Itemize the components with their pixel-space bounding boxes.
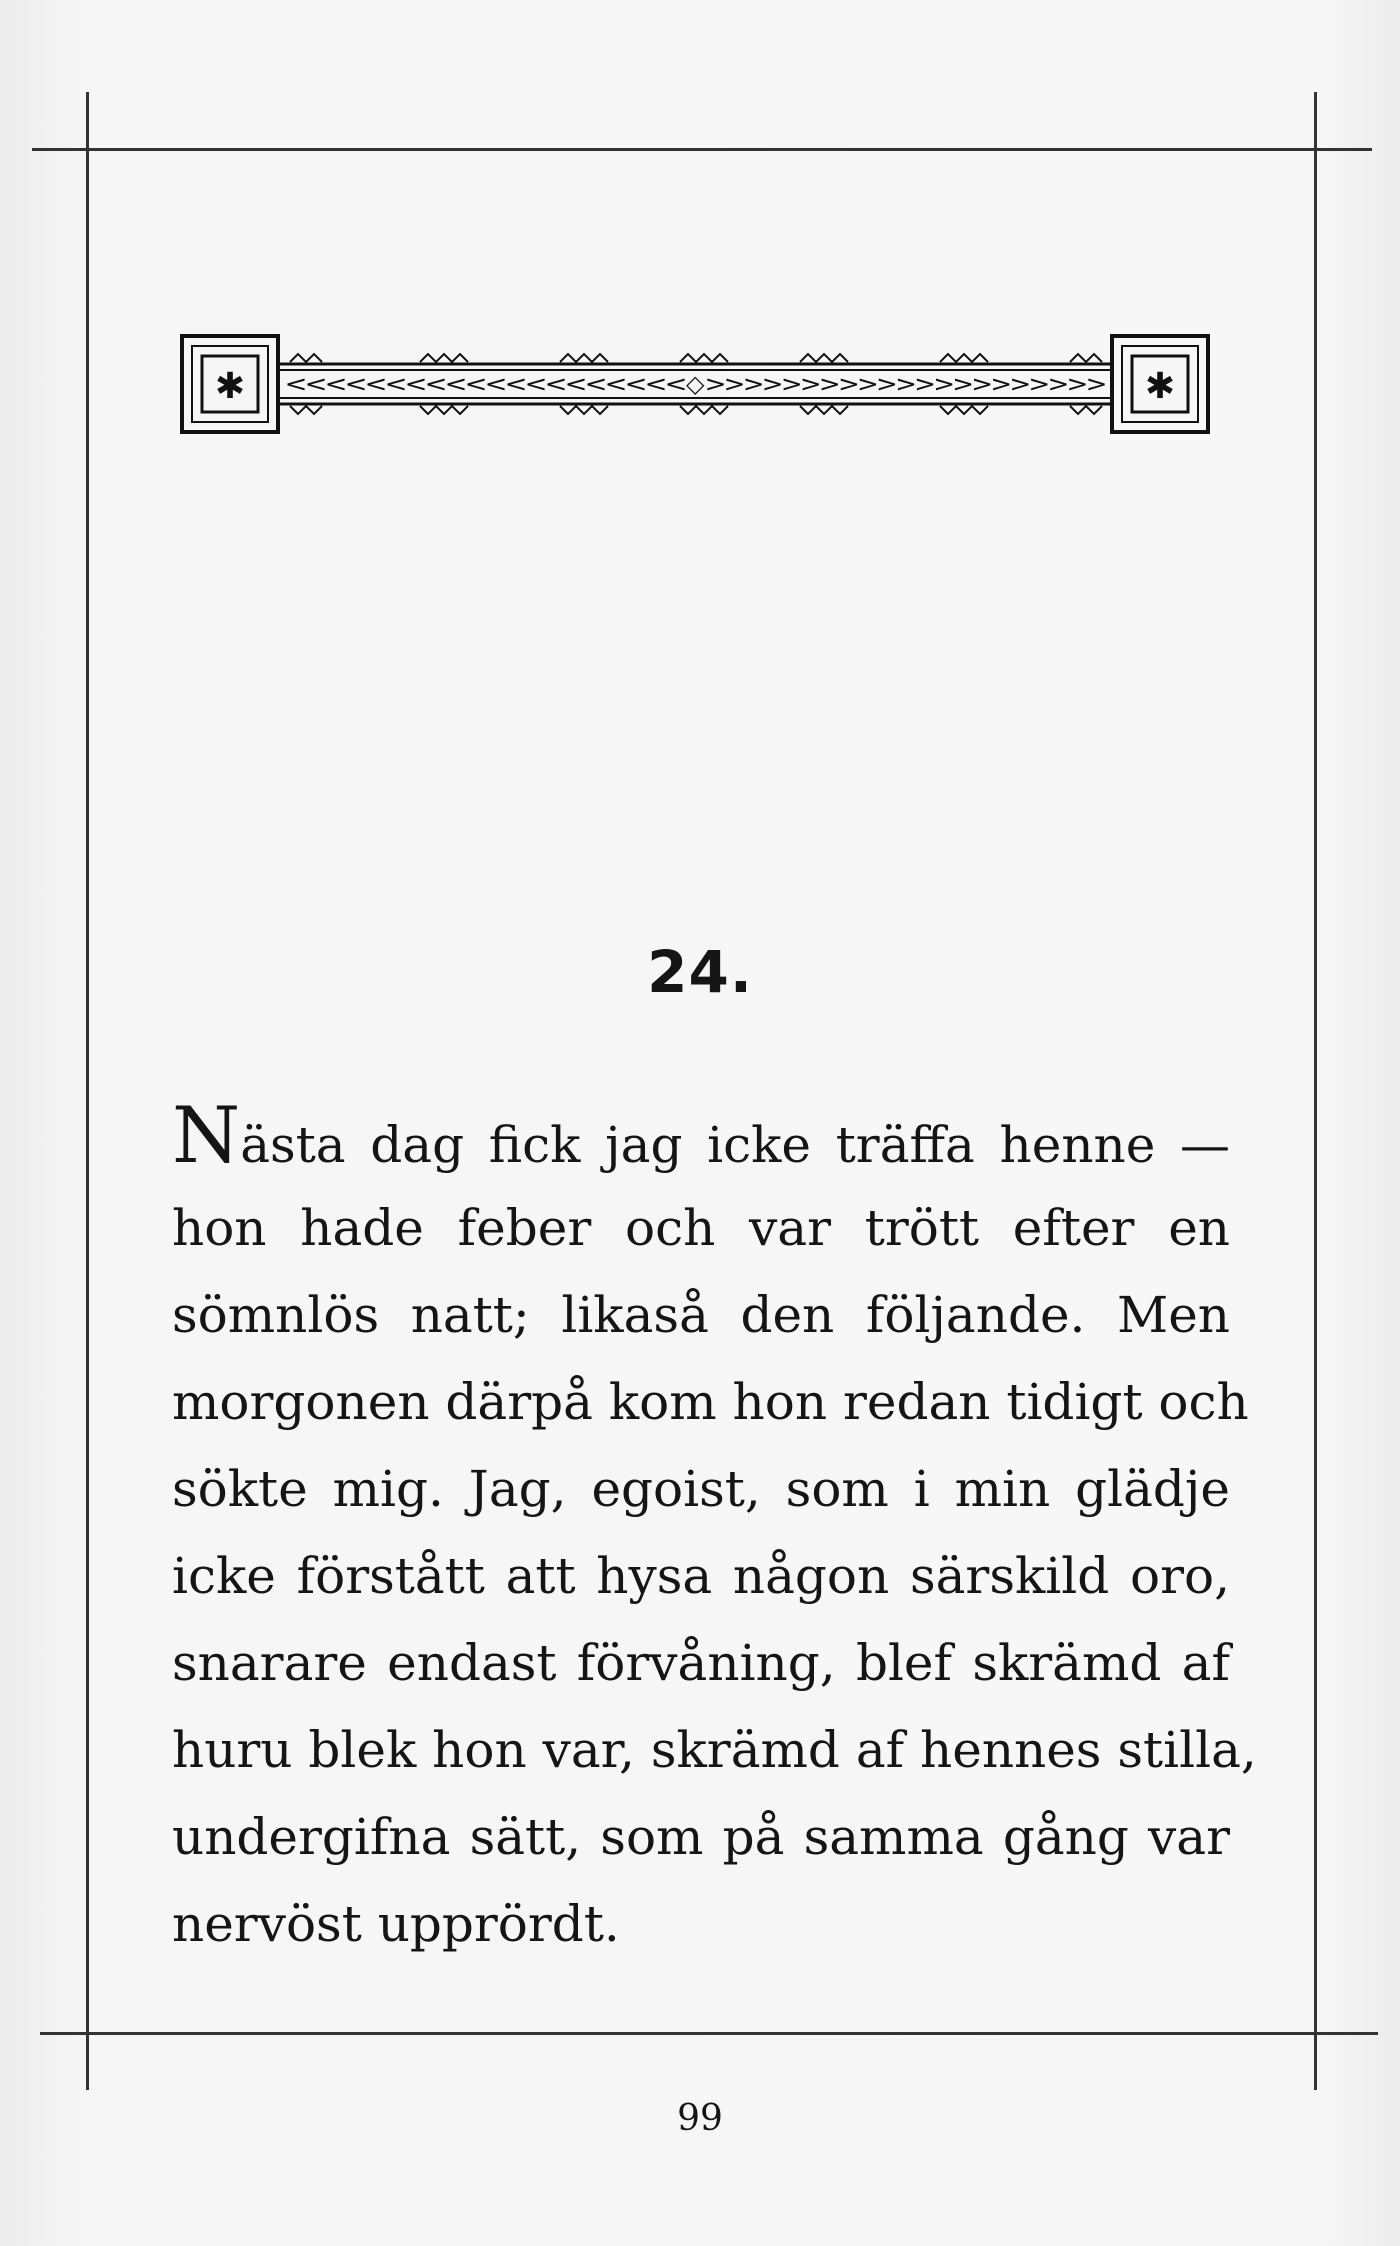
text-line-8: huru blek hon var, skrämd af hennes stilla, — [172, 1721, 1257, 1779]
ornament-right-square-icon — [1112, 336, 1208, 432]
drop-cap: N — [172, 1091, 241, 1181]
svg-text:<<<<<<<<<<<<<<<<<<<<: <<<<<<<<<<<<<<<<<<<< — [286, 370, 686, 398]
ornament-left-square-icon — [182, 336, 278, 432]
svg-text:✱: ✱ — [1144, 366, 1176, 407]
svg-text:◇: ◇ — [686, 370, 705, 398]
frame-rule-top — [32, 148, 1372, 151]
svg-text:✱: ✱ — [214, 366, 246, 407]
chapter-body — [172, 1091, 1257, 1976]
text-line-6: icke förstått att hysa någon särskild oro, — [172, 1547, 1230, 1605]
text-line-2: hon hade feber och var trött efter en — [172, 1199, 1230, 1257]
frame-rule-right — [1314, 92, 1317, 2090]
frame-rule-left — [86, 92, 89, 2090]
text-line-10: nervöst upprördt. — [172, 1895, 620, 1953]
text-line-9: undergifna sätt, som på samma gång var — [172, 1808, 1230, 1866]
page-number: 99 — [677, 2098, 723, 2139]
text-line-1-content: ästa dag fick jag icke träffa henne — — [240, 1116, 1230, 1174]
svg-text:>>>>>>>>>>>>>>>>>>>>>: >>>>>>>>>>>>>>>>>>>>> — [706, 370, 1106, 398]
text-line-1 — [172, 1091, 1230, 1193]
text-line-3: sömnlös natt; likaså den följande. Men — [172, 1286, 1230, 1344]
ornament-border — [180, 334, 1210, 436]
frame-rule-bottom — [40, 2032, 1378, 2035]
text-line-4: morgonen därpå kom hon redan tidigt och — [172, 1373, 1249, 1431]
text-line-7: snarare endast förvåning, blef skrämd af — [172, 1634, 1230, 1692]
text-line-5: sökte mig. Jag, egoist, som i min glädje — [172, 1460, 1230, 1518]
chapter-number: 24. — [647, 938, 753, 1006]
